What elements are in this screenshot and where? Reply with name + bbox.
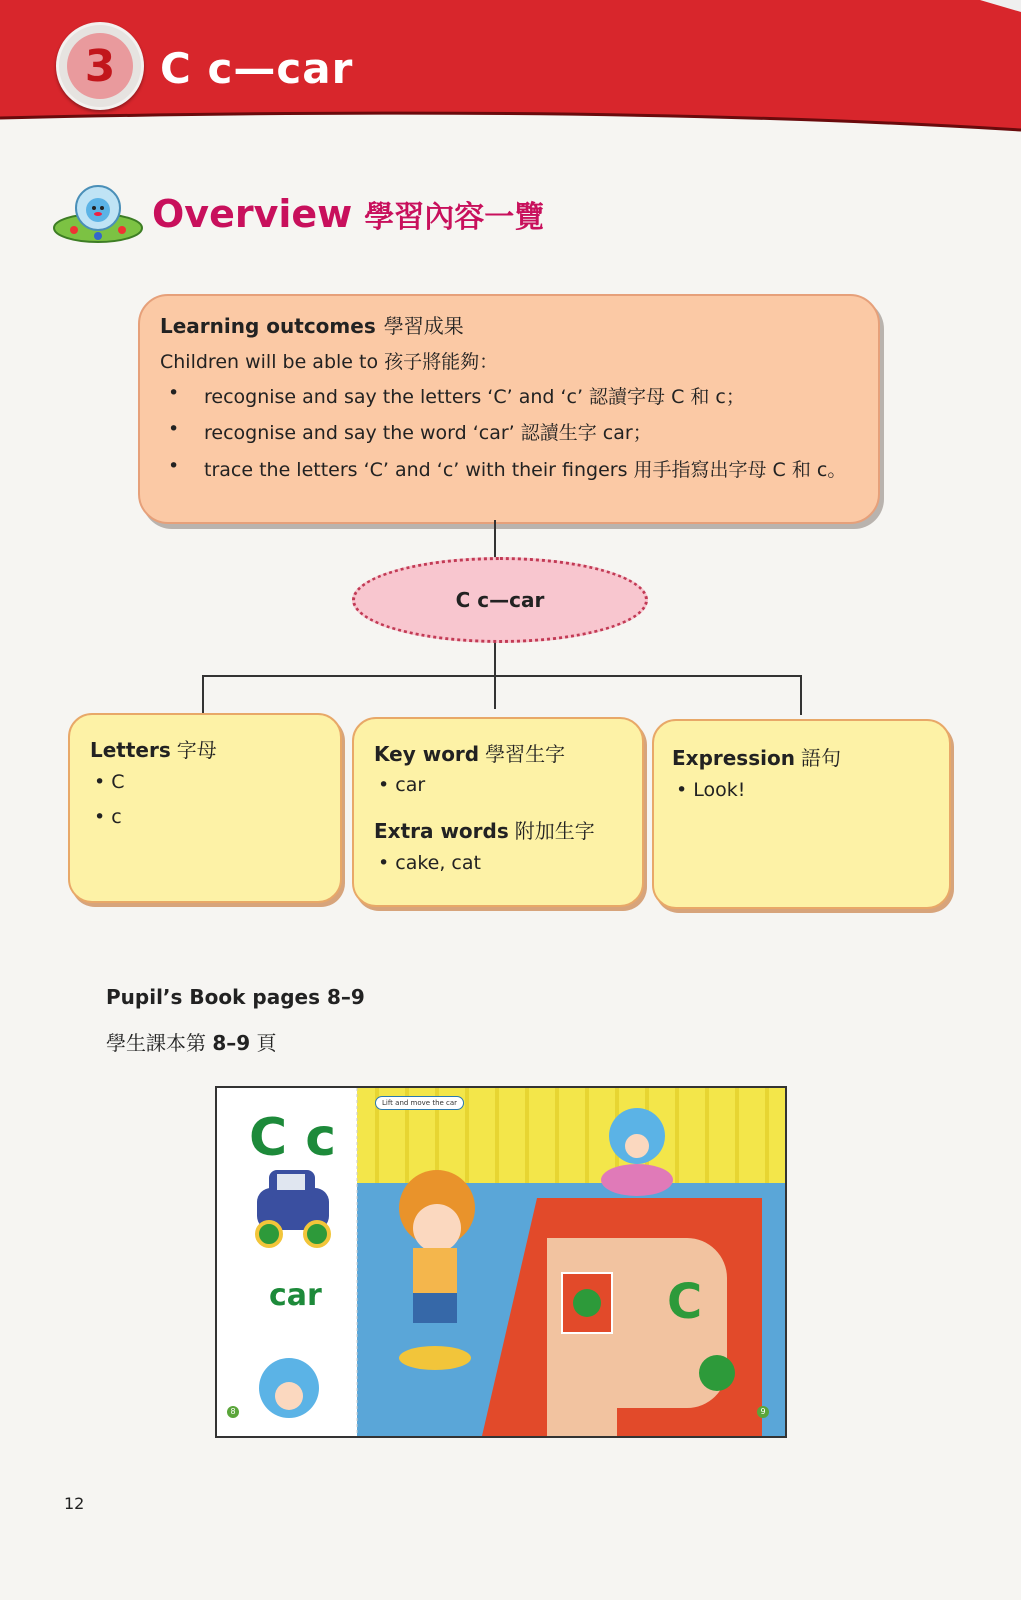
pupils-book-cn-pages: 8–9 xyxy=(212,1031,251,1055)
expression-item: • Look! xyxy=(676,779,746,801)
book-word: car xyxy=(269,1278,322,1313)
key-word-heading-cn: 學習生字 xyxy=(485,742,566,766)
letters-heading xyxy=(90,734,217,763)
unit-number-badge xyxy=(56,22,144,110)
overview-heading xyxy=(152,192,544,236)
outcome-item xyxy=(168,418,652,444)
pupils-book-title-cn xyxy=(106,1027,277,1056)
outcome-item xyxy=(168,382,745,408)
connector-line xyxy=(494,520,496,558)
outcome-text: recognise and say the word ‘car’ 認讀生字 car； xyxy=(204,422,652,444)
bullet-dot: • xyxy=(168,418,180,440)
bullet-dot: • xyxy=(168,455,180,477)
pupils-book-cn-suffix: 頁 xyxy=(250,1031,277,1055)
svg-text:C: C xyxy=(667,1274,703,1330)
expression-heading-cn: 語句 xyxy=(800,746,841,770)
letters-heading-cn: 字母 xyxy=(176,738,217,762)
extra-words-heading-cn: 附加生字 xyxy=(514,819,595,843)
extra-words-heading xyxy=(374,815,595,844)
pupils-book-cn-prefix: 學生課本第 xyxy=(106,1031,213,1055)
center-topic-ellipse: C c—car xyxy=(352,557,648,643)
spaceship-mascot-icon xyxy=(52,178,144,252)
key-word-item: • car xyxy=(378,774,426,796)
outcome-text: trace the letters ‘C’ and ‘c’ with their fingers 用手指寫出字母 C 和 c。 xyxy=(204,459,847,481)
overview-title-cn: 學習內容一覽 xyxy=(364,200,545,235)
connector-line xyxy=(800,675,802,715)
book-page-right: 9 xyxy=(757,1406,769,1418)
extra-words-heading-en: Extra words xyxy=(374,819,509,843)
bullet-dot: • xyxy=(168,382,180,404)
connector-line xyxy=(494,637,496,709)
book-instruction: Lift and move the car xyxy=(375,1096,464,1110)
key-word-heading xyxy=(374,738,565,767)
book-spread-image xyxy=(215,1086,787,1438)
outcome-item xyxy=(168,455,847,481)
expression-heading-en: Expression xyxy=(672,746,795,770)
page-number: 12 xyxy=(64,1494,85,1513)
connector-line xyxy=(202,675,802,677)
letters-heading-en: Letters xyxy=(90,738,171,762)
book-letters: C c xyxy=(249,1108,337,1168)
book-page-left: 8 xyxy=(227,1406,239,1418)
learning-outcomes-heading-en: Learning outcomes xyxy=(160,314,376,338)
extra-words-item: • cake, cat xyxy=(378,852,481,874)
overview-title-en: Overview xyxy=(152,192,353,236)
outcome-text: recognise and say the letters ‘C’ and ‘c’ 認讀字母 C 和 c； xyxy=(204,386,745,408)
pupils-book-title: Pupil’s Book pages 8–9 xyxy=(106,985,365,1009)
expression-heading xyxy=(672,742,841,771)
learning-outcomes-heading-cn: 學習成果 xyxy=(383,314,464,338)
learning-outcomes-intro: Children will be able to 孩子將能夠： xyxy=(160,351,499,373)
key-word-heading-en: Key word xyxy=(374,742,480,766)
unit-title: C c—car xyxy=(160,44,354,93)
unit-number: 3 xyxy=(67,33,133,99)
header-banner xyxy=(0,0,1021,140)
letters-item: • C xyxy=(94,771,125,793)
learning-outcomes-heading xyxy=(160,310,464,339)
letters-item: • c xyxy=(94,806,122,828)
connector-line xyxy=(202,675,204,713)
